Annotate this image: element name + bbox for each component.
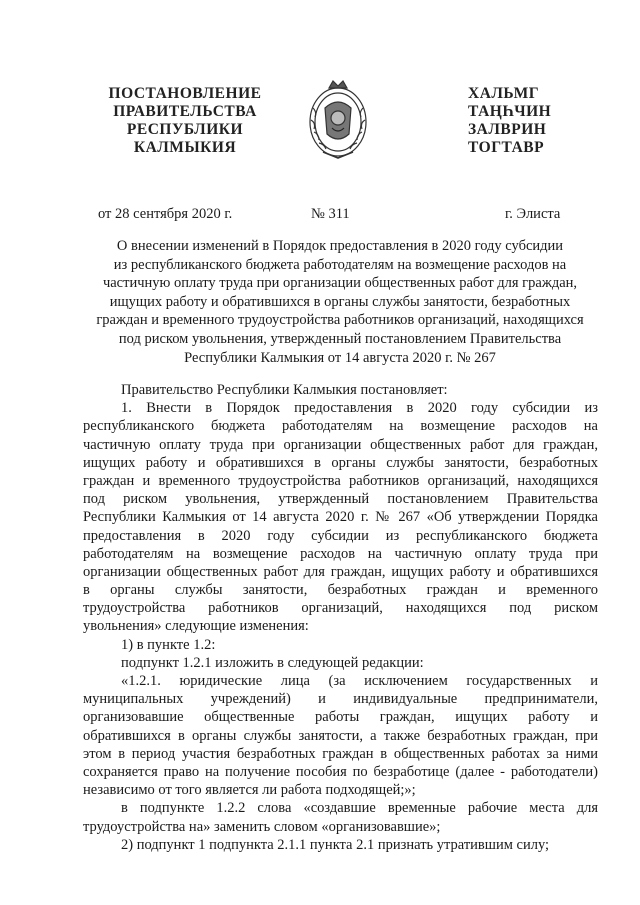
header-right-kalmyk	[468, 85, 578, 157]
document-city: г. Элиста	[505, 206, 561, 222]
body-line: ищущих работу и обратившихся в органы службы занятости, безработных	[83, 454, 598, 471]
body-line: в подпункте 1.2.2 слова «создавшие временные рабочие места для	[121, 800, 598, 817]
title-line: Республики Калмыкия от 14 августа 2020 г. № 267	[184, 349, 496, 366]
header-left-russian	[100, 85, 270, 157]
document-title	[95, 237, 585, 367]
body-line: частичную оплату труда при организации общественных работ для граждан,	[83, 436, 598, 453]
kalmykia-coat-of-arms-icon	[305, 78, 371, 160]
body-line: граждан и временного трудоустройства работников организаций, находящихся	[83, 472, 598, 489]
header-right-line: ТАҢҺЧИН	[468, 103, 552, 120]
body-line: подпункт 1.2.1 изложить в следующей редакции:	[121, 654, 424, 671]
body-line: увольнения» следующие изменения:	[83, 618, 309, 635]
title-line: из республиканского бюджета работодателям на возмещение расходов на	[113, 256, 567, 273]
body-line: работодателям на возмещение расходов на частичную оплату труда при	[83, 545, 598, 562]
header-left-line: ПОСТАНОВЛЕНИЕ	[108, 85, 262, 102]
body-line: организовавшие общественные работы граждан, ищущих работу и	[83, 709, 598, 726]
body-line: обратившихся в органы службы занятости, а также безработных граждан, при	[83, 727, 598, 744]
body-line: предоставления в 2020 году субсидии из республиканского бюджета	[83, 527, 598, 544]
body-line: независимо от того является ли работа подходящей;»;	[83, 782, 416, 799]
body-line: Правительство Республики Калмыкия постановляет:	[121, 382, 448, 398]
body-line: организации общественных работ для граждан, ищущих работу и обратившихся	[83, 563, 598, 580]
header-right-line: ТОГТАВР	[468, 139, 545, 156]
body-line: 1. Внести в Порядок предоставления в 2020 году субсидии из	[121, 400, 598, 417]
title-line: О внесении изменений в Порядок предоставления в 2020 году субсидии	[116, 238, 564, 254]
body-line: сохраняется право на получение пособия по безработице (далее - работодатели)	[83, 763, 598, 780]
body-line: в органы службы занятости, безработных граждан и временного	[83, 582, 598, 599]
document-body	[83, 381, 598, 854]
body-line: этом в период участия безработных граждан в общественных работах за ними	[83, 745, 598, 762]
body-line: под риском увольнения, утвержденный постановлением Правительства	[83, 491, 598, 508]
header-left-line: ПРАВИТЕЛЬСТВА	[113, 103, 257, 120]
title-line: частичную оплату труда при организации общественных работ для граждан,	[102, 275, 578, 292]
body-line: 2) подпункт 1 подпункта 2.1.1 пункта 2.1 признать утратившим силу;	[121, 836, 550, 853]
body-line: трудоустройства работников организаций, находящихся под риском	[83, 600, 598, 617]
header-left-line: РЕСПУБЛИКИ	[126, 121, 244, 138]
document-number: № 311	[311, 206, 350, 222]
header-right-line: ХАЛЬМГ	[468, 85, 540, 102]
body-line: республиканского бюджета работодателям на возмещение расходов на	[83, 418, 598, 435]
body-line: 1) в пункте 1.2:	[121, 636, 216, 653]
document-date: от 28 сентября 2020 г.	[98, 206, 233, 222]
body-line: Республики Калмыкия от 14 августа 2020 г. № 267 «Об утверждении Порядка	[83, 509, 598, 526]
body-line: «1.2.1. юридические лица (за исключением государственных и	[121, 673, 598, 689]
body-line: муниципальных учреждений) и индивидуальные предприниматели,	[83, 691, 598, 708]
title-line: граждан и временного трудоустройства работников организаций, находящихся	[96, 312, 584, 329]
body-line: трудоустройства на» заменить словом «организовавшие»;	[83, 818, 441, 835]
title-line: под риском увольнения, утвержденный постановлением Правительства	[118, 330, 562, 347]
header-left-line: КАЛМЫКИЯ	[133, 139, 237, 156]
title-line: ищущих работу и обратившихся в органы службы занятости, безработных	[109, 293, 571, 310]
header-right-line: ЗАЛВРИН	[468, 121, 547, 138]
